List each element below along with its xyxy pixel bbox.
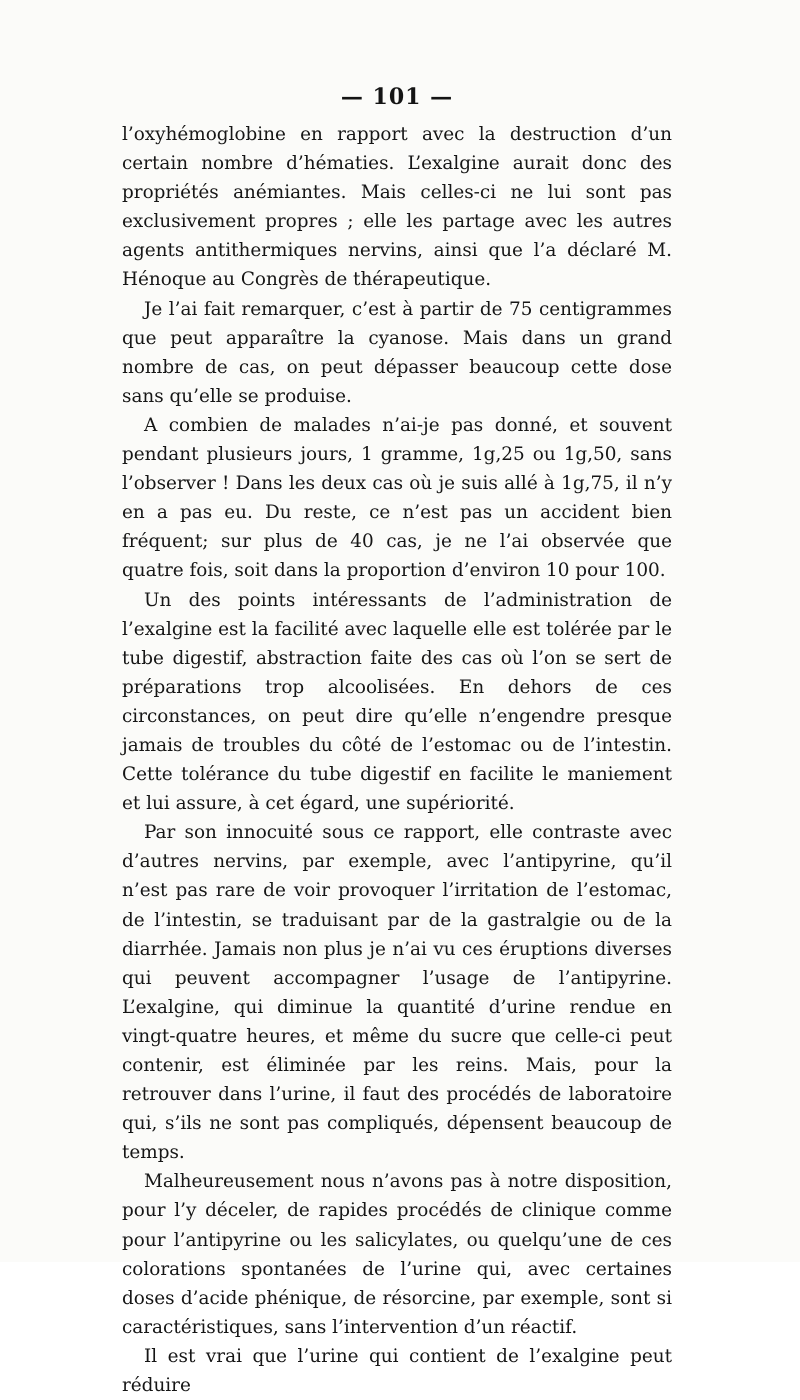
paragraph: Je l’ai fait remarquer, c’est à partir de 75 centigrammes que peut apparaître la cyanose. Mais dans un grand nombre de cas, on peut dépasser beaucoup cette dose sans qu’elle se produise.: [122, 298, 672, 407]
paragraph: A combien de malades n’ai-je pas donné, et souvent pendant plusieurs jours, 1 gramme, 1g,25 ou 1g,50, sans l’observer ! Dans les deux cas où je suis allé à 1g,75, il n’y en a pas eu. Du reste, ce n’est pas un accident bien fréquent; sur plus de 40 cas, je ne l’ai observée que quatre fois, soit dans la proportion d’environ 10 pour 100.: [122, 414, 672, 582]
page-number: — 101 —: [340, 84, 454, 110]
paragraph: Il est vrai que l’urine qui contient de l’exalgine peut réduire: [122, 1345, 672, 1397]
paragraph: l’oxyhémoglobine en rapport avec la destruction d’un certain nombre d’hématies. L’exalgine aurait donc des propriétés anémiantes. Mais celles-ci ne lui sont pas exclusivement propres ; elle les partage avec les autres agents antithermiques nervins, ainsi que l’a déclaré M. Hénoque au Congrès de thérapeutique.: [122, 124, 672, 291]
paragraph: Un des points intéressants de l’administration de l’exalgine est la facilité avec laquelle elle est tolérée par le tube digestif, abstraction faite des cas où l’on se sert de préparations trop alcoolisées. En dehors de ces circonstances, on peut dire qu’elle n’engendre presque jamais de troubles du côté de l’estomac ou de l’intestin. Cette tolérance du tube digestif en facilite le maniement et lui assure, à cet égard, une supériorité.: [122, 589, 672, 815]
body-text: [122, 120, 672, 1400]
paragraph: Malheureusement nous n’avons pas à notre disposition, pour l’y déceler, de rapides procédés de clinique comme pour l’antipyrine ou les salicylates, ou quelqu’une de ces colorations spontanées de l’urine qui, avec certaines doses d’acide phénique, de résorcine, par exemple, sont si caractéristiques, sans l’intervention d’un réactif.: [122, 1171, 672, 1338]
paragraph: Par son innocuité sous ce rapport, elle contraste avec d’autres nervins, par exemple, avec l’antipyrine, qu’il n’est pas rare de voir provoquer l’irritation de l’estomac, de l’intestin, se traduisant par de la gastralgie ou de la diarrhée. Jamais non plus je n’ai vu ces éruptions diverses qui peuvent accompagner l’usage de l’antipyrine. L’exalgine, qui diminue la quantité d’urine rendue en vingt-quatre heures, et même du sucre que celle-ci peut contenir, est éliminée par les reins. Mais, pour la retrouver dans l’urine, il faut des procédés de laboratoire qui, s’ils ne sont pas compliqués, dépensent beaucoup de temps.: [122, 822, 672, 1164]
